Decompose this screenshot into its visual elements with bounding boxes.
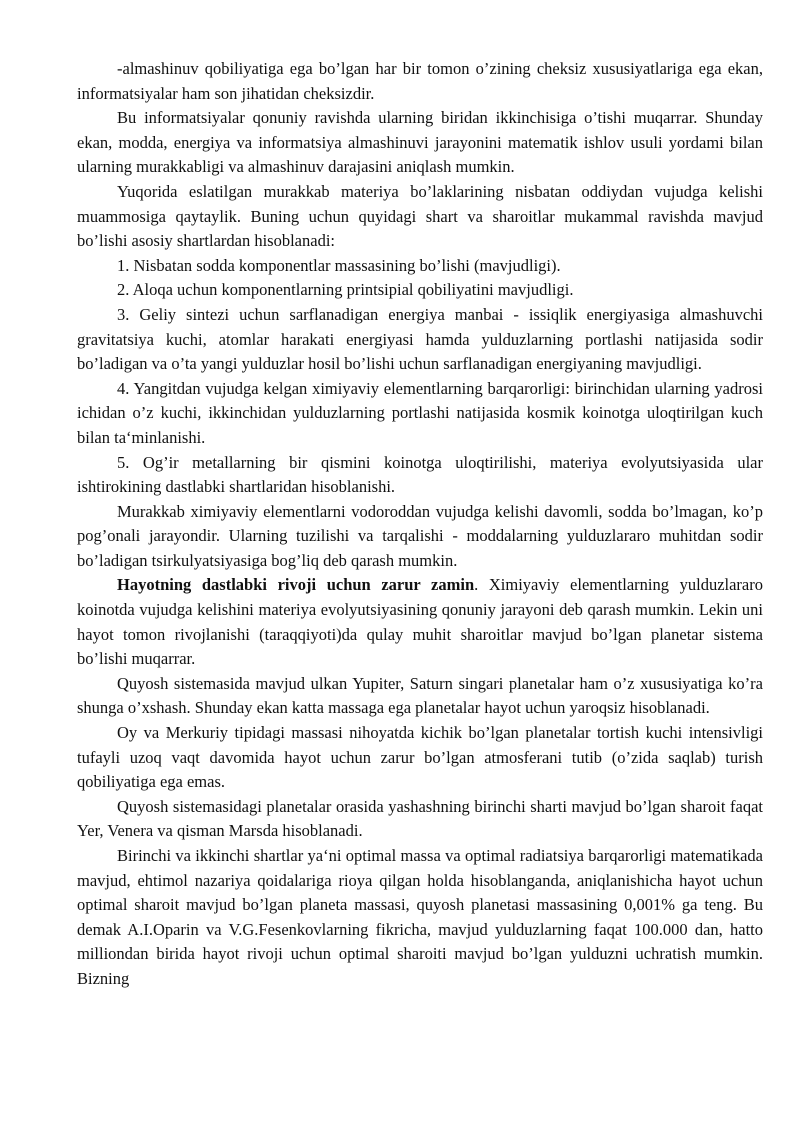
paragraph-9 — [77, 844, 763, 992]
section-heading: Hayotning dastlabki rivoji uchun zarur zamin — [117, 575, 475, 595]
paragraph-text: Oy va Merkuriy tipidagi massasi nihoyatda kichik bo’lgan planetalar tortish kuchi intensivligi tufayli uzoq vaqt davomida hayot uchun zarur bo’lgan atmosferani tutib (o’zida saqlab) turish qobiliyatiga ega emas. — [77, 723, 763, 792]
list-item-1 — [77, 254, 763, 279]
paragraph-5 — [77, 573, 763, 671]
paragraph-8 — [77, 795, 763, 844]
paragraph-text: Bu informatsiyalar qonuniy ravishda ularning biridan ikkinchisiga o’tishi muqarrar. Shunday ekan, modda, energiya va informatsiya almashinuvi jarayonini matematik ishlov usuli yordami bilan ularning murakkabligi va almashinuv darajasini aniqlash mumkin. — [77, 108, 763, 177]
paragraph-text: Quyosh sistemasidagi planetalar orasida yashashning birinchi sharti mavjud bo’lgan sharoit faqat Yer, Venera va qisman Marsda hisoblanadi. — [77, 796, 763, 841]
list-item-text: 1. Nisbatan sodda komponentlar massasining bo’lishi (mavjudligi). — [117, 255, 561, 275]
document-page — [77, 57, 763, 992]
list-item-5 — [77, 451, 763, 500]
list-item-text: 2. Aloqa uchun komponentlarning printsipial qobiliyatini mavjudligi. — [117, 280, 574, 300]
list-item-4 — [77, 377, 763, 451]
list-item-3 — [77, 303, 763, 377]
paragraph-6 — [77, 672, 763, 721]
paragraph-text: Murakkab ximiyaviy elementlarni vodoroddan vujudga kelishi davomli, sodda bo’lmagan, ko’p pog’onali jarayondir. Ularning tuzilishi va tarqalishi - moddalarning yulduzlararo muhitdan sodir bo’ladigan tsirkulyatsiyasiga bog’liq deb qarash mumkin. — [77, 501, 763, 570]
paragraph-3 — [77, 180, 763, 254]
paragraph-text: Quyosh sistemasida mavjud ulkan Yupiter, Saturn singari planetalar ham o’z xususiyatiga ko’ra shunga o’xshash. Shunday ekan katta massaga ega planetalar hayot uchun yaroqsiz hisoblanadi. — [77, 673, 763, 718]
paragraph-7 — [77, 721, 763, 795]
list-item-text: 5. Og’ir metallarning bir qismini koinotga uloqtirilishi, materiya evolyutsiyasida ular ishtirokining dastlabki shartlaridan hisoblanishi. — [77, 452, 763, 497]
paragraph-text: . Ximiyaviy elementlarning yulduzlararo koinotda vujudga kelishini materiya evolyutsiyasining qonuniy jarayoni deb qarash mumkin. Lekin uni hayot tomon rivojlanishi (taraqqiyoti)da qulay muhit sharoitlar mavjud bo’lgan planetar sistema bo’lishi muqarrar. — [77, 575, 763, 669]
list-item-text: 4. Yangitdan vujudga kelgan ximiyaviy elementlarning barqarorligi: birinchidan ularning yadrosi ichidan o’z kuchi, ikkinchidan yulduzlarning portlashi natijasida kosmik koinotga uloqtirilgan kuch bilan ta‘minlanishi. — [77, 378, 763, 447]
paragraph-4 — [77, 500, 763, 574]
list-item-2 — [77, 278, 763, 303]
paragraph-1 — [77, 57, 763, 106]
paragraph-text: Birinchi va ikkinchi shartlar ya‘ni optimal massa va optimal radiatsiya barqarorligi matematikada mavjud, ehtimol nazariya qoidalariga rioya qilgan holda hisoblanganda, aniqlanishicha hayot uchun optimal sharoit mavjud bo’lgan planeta massasi, quyosh planetasi massasining 0,001% ga teng. Bu demak A.I.Oparin va V.G.Fesenkovlarning fikricha, mavjud yulduzlarning faqat 100.000 dan, hatto milliondan birida hayot rivoji uchun optimal sharoiti mavjud bo’lgan yulduzni uchratish mumkin. Bizning — [77, 846, 763, 988]
paragraph-2 — [77, 106, 763, 180]
paragraph-text: -almashinuv qobiliyatiga ega bo’lgan har bir tomon o’zining cheksiz xususiyatlariga ega ekan, informatsiyalar ham son jihatidan cheksizdir. — [77, 59, 763, 103]
list-item-text: 3. Geliy sintezi uchun sarflanadigan energiya manbai - issiqlik energiyasiga almashuvchi gravitatsiya kuchi, atomlar harakati energiyasi hamda yulduzlarning portlashi natijasida sodir bo’ladigan va o’ta yangi yulduzlar hosil bo’lishi uchun sarflanadigan energiyaning mavjudligi. — [77, 304, 763, 374]
paragraph-text: Yuqorida eslatilgan murakkab materiya bo’laklarining nisbatan oddiydan vujudga kelishi muammosiga qaytaylik. Buning uchun quyidagi shart va sharoitlar mukammal ravishda mavjud bo’lishi asosiy shartlardan hisoblanadi: — [77, 181, 763, 251]
